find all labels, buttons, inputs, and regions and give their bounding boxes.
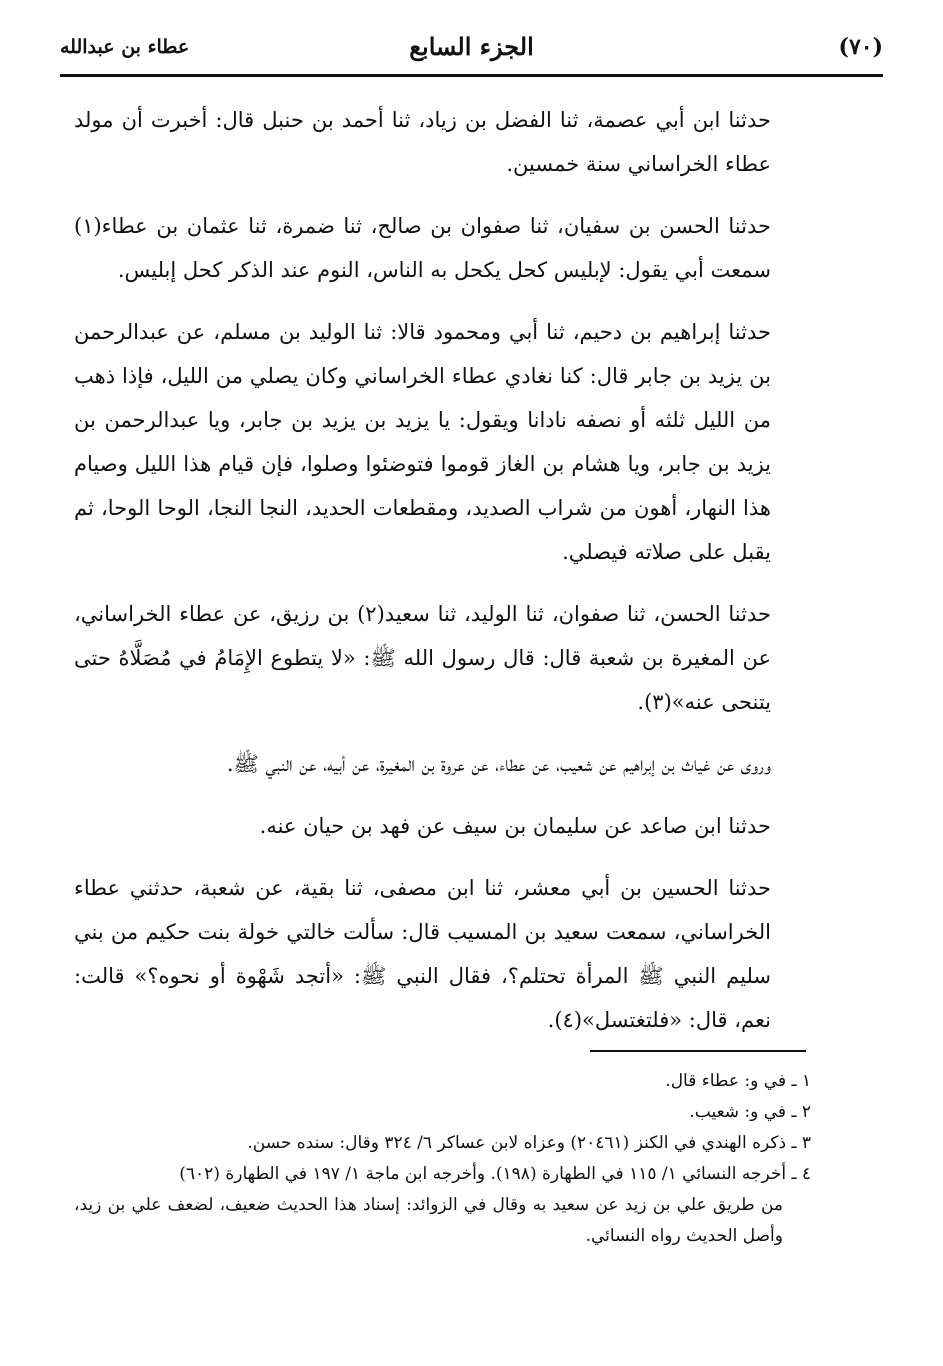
footnote-1: ١ ـ في و: عطاء قال. (665, 1071, 811, 1091)
footnotes (74, 1066, 811, 1252)
paragraph-3: حدثنا إبراهيم بن دحيم، ثنا أبي ومحمود قالا: ثنا الوليد بن مسلم، عن عبدالرحمن بن يزيد بن جابر قال: كنا نغادي عطاء الخراساني وكان يصلي من الليل، فإذا ذهب من الليل ثلثه أو نصفه نادانا ويقول: يا يزيد بن يزيد بن جابر، ويا عبدالرحمن بن يزيد بن جابر، ويا هشام بن الغاز قوموا فتوضئوا وصلوا، فإن قيام هذا الليل وصيام هذا النهار، أهون من شراب الصديد، ومقطعات الحديد، النجا النجا، الوحا الوحا، ثم يقبل على صلاته فيصلي. (74, 320, 771, 564)
paragraph-2: حدثنا الحسن بن سفيان، ثنا صفوان بن صالح، ثنا ضمرة، ثنا عثمان بن عطاء(١) سمعت أبي يقول: لإبليس كحل يكحل به الناس، النوم عند الذكر كحل إبليس. (74, 214, 771, 282)
paragraph-1: حدثنا ابن أبي عصمة، ثنا الفضل بن زياد، ثنا أحمد بن حنبل قال: أخبرت أن مولد عطاء الخراساني سنة خمسين. (74, 108, 771, 176)
footnote-rule (590, 1050, 806, 1052)
page-number: (٧٠) (838, 34, 883, 60)
page-header (60, 32, 883, 72)
paragraph-6: حدثنا ابن صاعد عن سليمان بن سيف عن فهد بن حيان عنه. (259, 814, 771, 838)
header-rule (60, 74, 883, 77)
footnote-4-continuation: من طريق علي بن زيد عن سعيد به وقال في الزوائد: إسناد هذا الحديث ضعيف، لضعف علي بن زيد، وأصل الحديث رواه النسائي. (74, 1195, 783, 1246)
author-title: عطاء بن عبدالله (60, 36, 190, 58)
footnote-3: ٣ ـ ذكره الهندي في الكنز (٢٠٤٦١) وعزاه لابن عساكر ٦/ ٣٢٤ وقال: سنده حسن. (247, 1133, 811, 1153)
paragraph-7: حدثنا الحسين بن أبي معشر، ثنا ابن مصفى، ثنا بقية، عن شعبة، حدثني عطاء الخراساني، سمعت سعيد بن المسيب قال: سألت خالتي خولة بنت حكيم من بني سليم النبي ﷺ المرأة تحتلم؟، فقال النبي ﷺ: «أتجد شَهْوة أو نحوه؟» قالت: نعم، قال: «فلتغتسل»(٤). (74, 876, 771, 1032)
paragraph-4: حدثنا الحسن، ثنا صفوان، ثنا الوليد، ثنا سعيد(٢) بن رزيق، عن عطاء الخراساني، عن المغيرة بن شعبة قال: قال رسول الله ﷺ: «لا يتطوع الإِمَامُ في مُصَلَّاهُ حتى يتنحى عنه»(٣). (74, 602, 771, 714)
main-text (74, 98, 811, 1060)
part-title: الجزء السابع (409, 32, 534, 61)
footnote-2: ٢ ـ في و: شعيب. (689, 1102, 811, 1122)
footnote-4: ٤ ـ أخرجه النسائي ١/ ١١٥ في الطهارة (١٩٨). وأخرجه ابن ماجة ١/ ١٩٧ في الطهارة (٦٠٢) (179, 1164, 811, 1184)
paragraph-5: وروى عن غياث بن إبراهيم عن شعيب، عن عطاء، عن عروة بن المغيرة، عن أبيه، عن النبي ﷺ. (226, 752, 771, 776)
